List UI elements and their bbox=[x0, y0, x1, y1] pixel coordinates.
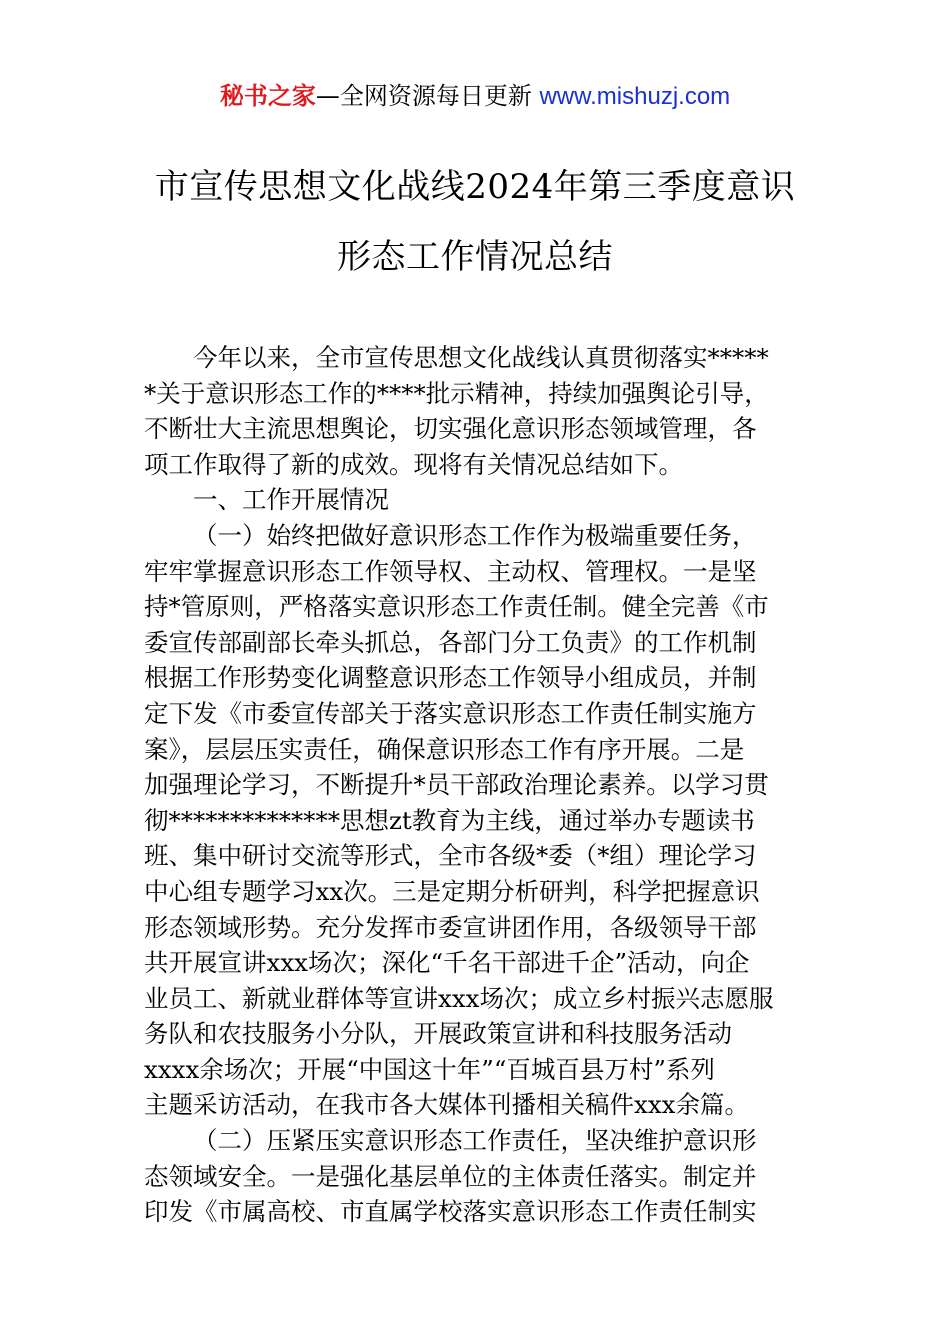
section-heading: 一、工作开展情况 bbox=[193, 485, 389, 515]
body-line: 主题采访活动，在我市各大媒体刊播相关稿件xxx余篇。 bbox=[144, 1090, 749, 1120]
body-line: 项工作取得了新的成效。现将有关情况总结如下。 bbox=[144, 449, 683, 479]
site-tagline: —全网资源每日更新 bbox=[315, 82, 540, 110]
body-line: *关于意识形态工作的****批示精神，持续加强舆论引导， bbox=[144, 378, 769, 408]
body-line: 委宣传部副部长牵头抓总，各部门分工负责》的工作机制 bbox=[144, 627, 757, 657]
body-line: 务队和农技服务小分队，开展政策宣讲和科技服务活动 bbox=[144, 1019, 732, 1049]
body-line: （一）始终把做好意识形态工作作为极端重要任务， bbox=[193, 520, 757, 550]
body-line: 加强理论学习，不断提升*员干部政治理论素养。以学习贯 bbox=[144, 770, 769, 800]
body-line: xxxx余场次；开展“中国这十年”“百城百县万村”系列 bbox=[144, 1054, 715, 1084]
body-line: 彻**************思想zt教育为主线，通过举办专题读书 bbox=[144, 805, 755, 835]
document-body bbox=[144, 340, 806, 1230]
body-line: 根据工作形势变化调整意识形态工作领导小组成员，并制 bbox=[144, 663, 757, 693]
title-line-2: 形态工作情况总结 bbox=[337, 237, 613, 277]
body-line: 印发《市属高校、市直属学校落实意识形态工作责任制实 bbox=[144, 1197, 757, 1227]
body-line: 班、集中研讨交流等形式，全市各级*委（*组）理论学习 bbox=[144, 841, 757, 871]
body-line: 今年以来，全市宣传思想文化战线认真贯彻落实***** bbox=[193, 343, 769, 372]
site-header bbox=[0, 80, 950, 113]
body-line: 案》，层层压实责任，确保意识形态工作有序开展。二是 bbox=[144, 734, 745, 764]
site-brand: 秘书之家 bbox=[219, 82, 316, 110]
document-title bbox=[95, 152, 855, 292]
body-line: 中心组专题学习xx次。三是定期分析研判，科学把握意识 bbox=[144, 876, 760, 906]
body-line: 定下发《市委宣传部关于落实意识形态工作责任制实施方 bbox=[144, 698, 757, 728]
body-line: 态领域安全。一是强化基层单位的主体责任落实。制定并 bbox=[144, 1161, 757, 1191]
body-line: 共开展宣讲xxx场次；深化“千名干部进千企”活动，向企 bbox=[144, 948, 750, 978]
body-line: 不断壮大主流思想舆论，切实强化意识形态领域管理，各 bbox=[144, 414, 757, 444]
body-line: 业员工、新就业群体等宣讲xxx场次；成立乡村振兴志愿服 bbox=[144, 983, 774, 1013]
body-line: 形态领域形势。充分发挥市委宣讲团作用，各级领导干部 bbox=[144, 912, 757, 942]
body-line: 持*管原则，严格落实意识形态工作责任制。健全完善《市 bbox=[144, 592, 769, 622]
title-line-1: 市宣传思想文化战线2024年第三季度意识 bbox=[154, 167, 796, 207]
body-line: 牢牢掌握意识形态工作领导权、主动权、管理权。一是坚 bbox=[144, 556, 757, 586]
body-line: （二）压紧压实意识形态工作责任，坚决维护意识形 bbox=[193, 1126, 757, 1156]
site-url-link[interactable]: www.mishuzj.com bbox=[539, 83, 731, 110]
